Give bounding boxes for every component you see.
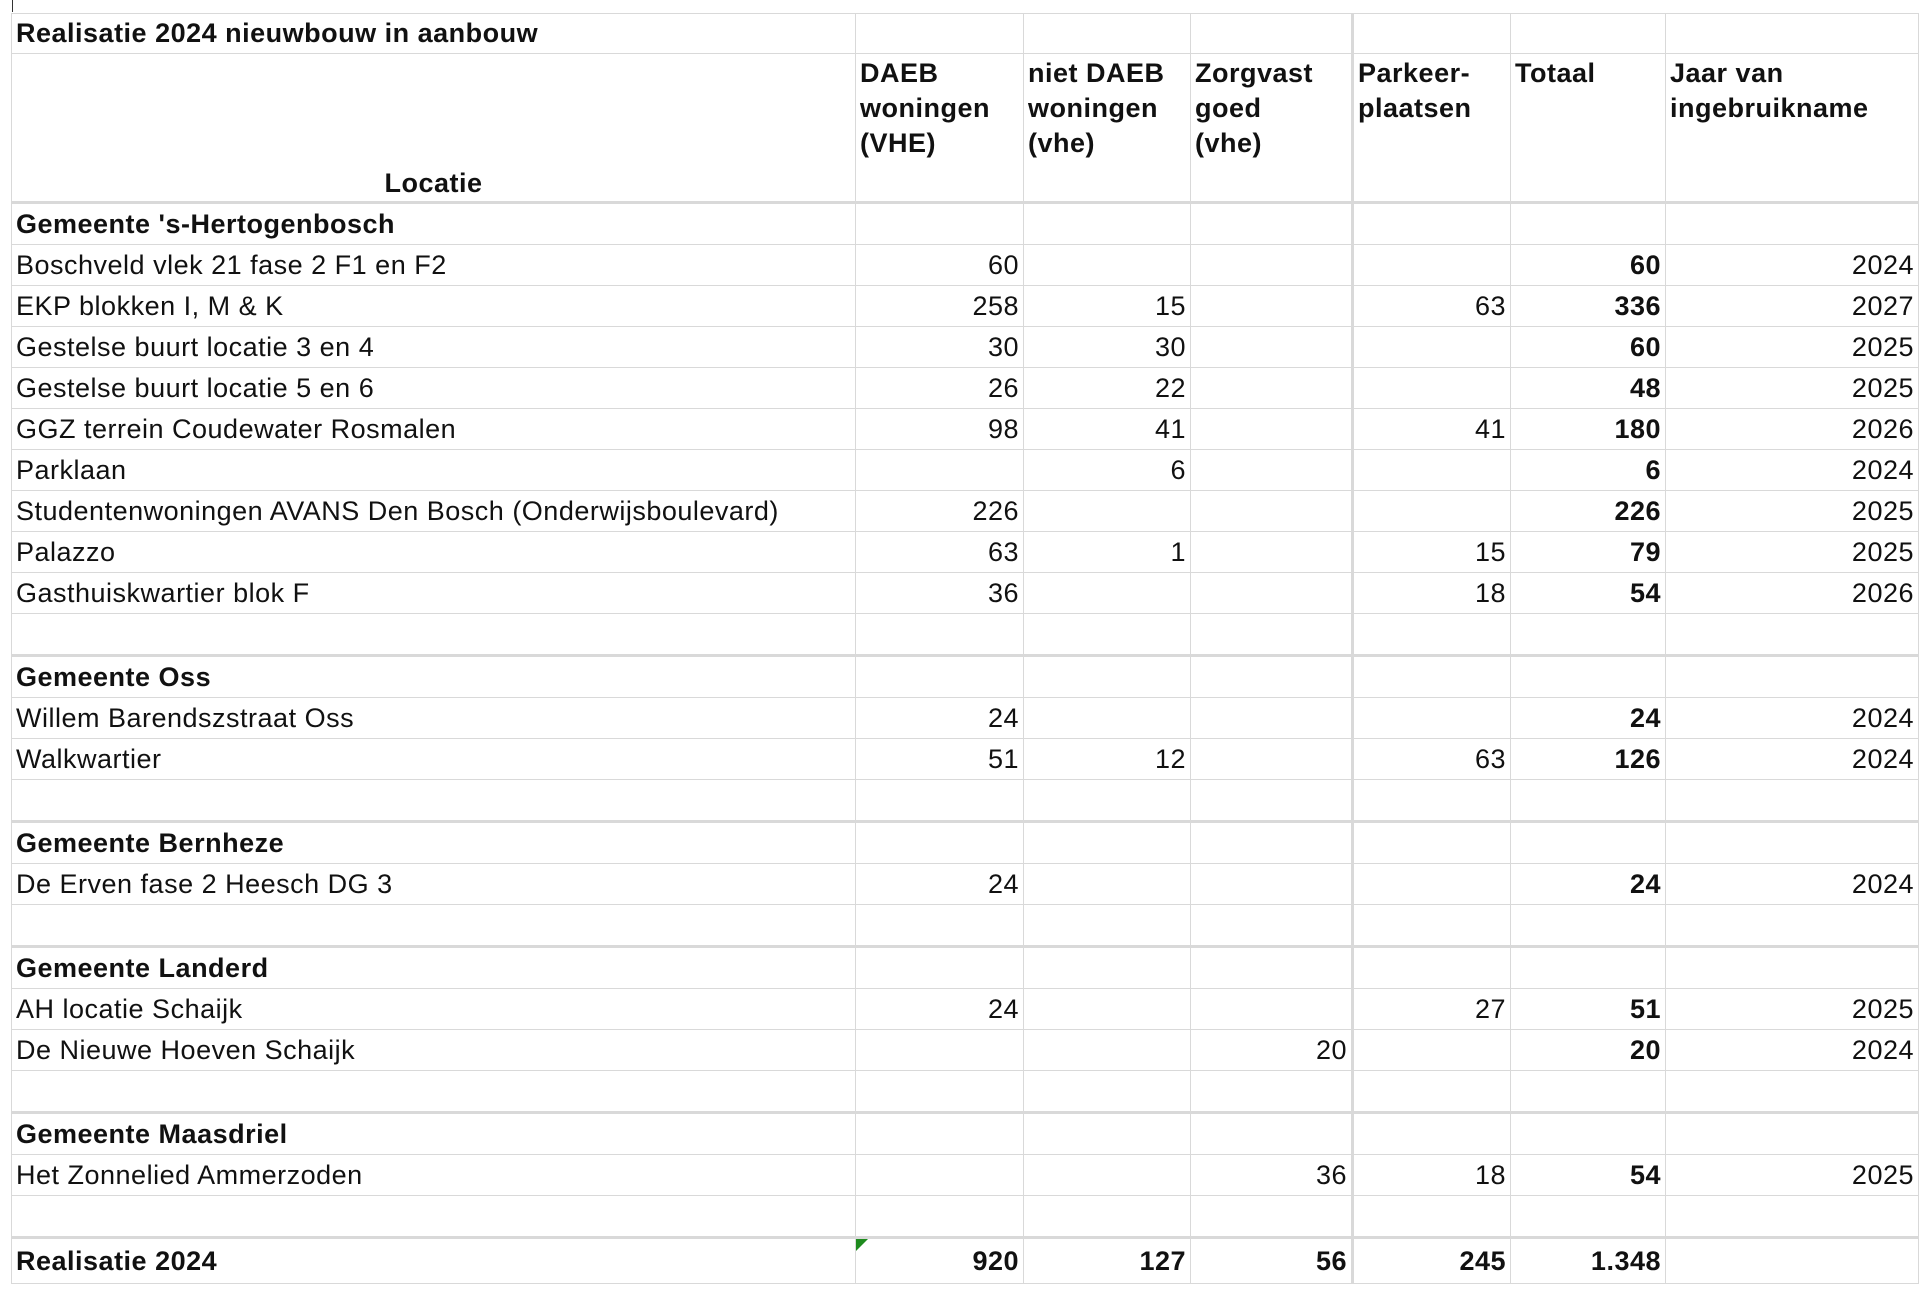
empty-row: [12, 780, 1919, 822]
header-row: [12, 54, 1919, 203]
cell-niet-daeb[interactable]: [1024, 1155, 1191, 1196]
group-header-row: [12, 822, 1919, 864]
cell-totaal[interactable]: 60: [1511, 327, 1666, 368]
cell-niet-daeb[interactable]: [1024, 1030, 1191, 1071]
group-name[interactable]: Gemeente Oss: [12, 656, 856, 698]
cell-niet-daeb[interactable]: [1024, 245, 1191, 286]
cell-jaar[interactable]: 2025: [1666, 989, 1919, 1030]
header-zorgvast[interactable]: Zorgvast goed (vhe): [1191, 54, 1353, 203]
cell-parkeer[interactable]: 18: [1353, 573, 1511, 614]
cell-niet-daeb[interactable]: 22: [1024, 368, 1191, 409]
group-header-row: [12, 1113, 1919, 1155]
empty-cell[interactable]: [1511, 822, 1666, 864]
cell-zorgvast[interactable]: [1191, 491, 1353, 532]
empty-cell[interactable]: [1024, 1071, 1191, 1113]
empty-cell[interactable]: [856, 1196, 1024, 1238]
cell-daeb[interactable]: 226: [856, 491, 1024, 532]
empty-cell[interactable]: [1353, 822, 1511, 864]
cell-totaal[interactable]: 54: [1511, 1155, 1666, 1196]
empty-cell[interactable]: [1353, 1071, 1511, 1113]
empty-cell[interactable]: [1666, 780, 1919, 822]
table-title[interactable]: Realisatie 2024 nieuwbouw in aanbouw: [12, 14, 856, 54]
empty-cell[interactable]: [1024, 656, 1191, 698]
empty-cell[interactable]: [1191, 905, 1353, 947]
empty-cell[interactable]: [12, 1196, 856, 1238]
cell-locatie[interactable]: Gestelse buurt locatie 5 en 6: [12, 368, 856, 409]
table-row: [12, 491, 1919, 532]
total-jaar[interactable]: [1666, 1238, 1919, 1284]
empty-cell[interactable]: [1511, 656, 1666, 698]
table-row: [12, 573, 1919, 614]
cell-locatie[interactable]: Boschveld vlek 21 fase 2 F1 en F2: [12, 245, 856, 286]
cell-zorgvast[interactable]: [1191, 450, 1353, 491]
empty-cell[interactable]: [1666, 905, 1919, 947]
empty-cell[interactable]: [1666, 614, 1919, 656]
cell-niet-daeb[interactable]: [1024, 573, 1191, 614]
header-parkeer[interactable]: Parkeer- plaatsen: [1353, 54, 1511, 203]
empty-cell[interactable]: [1666, 822, 1919, 864]
cell-niet-daeb[interactable]: [1024, 491, 1191, 532]
empty-cell[interactable]: [856, 203, 1024, 245]
table-row: [12, 450, 1919, 491]
cell-locatie[interactable]: Gasthuiskwartier blok F: [12, 573, 856, 614]
cell-zorgvast[interactable]: [1191, 573, 1353, 614]
table-row: [12, 286, 1919, 327]
cell-zorgvast[interactable]: [1191, 698, 1353, 739]
cell-daeb[interactable]: [856, 450, 1024, 491]
cell-parkeer[interactable]: [1353, 450, 1511, 491]
cell-niet-daeb[interactable]: 6: [1024, 450, 1191, 491]
cell-zorgvast[interactable]: [1191, 327, 1353, 368]
cell-cursor: [12, 0, 13, 12]
cell-locatie[interactable]: Parklaan: [12, 450, 856, 491]
empty-cell[interactable]: [1191, 656, 1353, 698]
cell-jaar[interactable]: 2025: [1666, 532, 1919, 573]
empty-cell[interactable]: [1353, 203, 1511, 245]
cell-jaar[interactable]: 2026: [1666, 573, 1919, 614]
cell-niet-daeb[interactable]: 41: [1024, 409, 1191, 450]
empty-cell[interactable]: [1191, 822, 1353, 864]
empty-cell[interactable]: [1666, 1071, 1919, 1113]
table-row: [12, 532, 1919, 573]
cell-parkeer[interactable]: [1353, 698, 1511, 739]
cell-niet-daeb[interactable]: 30: [1024, 327, 1191, 368]
empty-cell[interactable]: [856, 780, 1024, 822]
cell-jaar[interactable]: 2024: [1666, 450, 1919, 491]
empty-cell[interactable]: [1511, 947, 1666, 989]
empty-cell[interactable]: [1353, 614, 1511, 656]
empty-cell[interactable]: [1024, 780, 1191, 822]
cell-parkeer[interactable]: 15: [1353, 532, 1511, 573]
cell-locatie[interactable]: Walkwartier: [12, 739, 856, 780]
cell-totaal[interactable]: 79: [1511, 532, 1666, 573]
cell-daeb[interactable]: 24: [856, 698, 1024, 739]
total-row: [12, 1238, 1919, 1284]
table-row: [12, 368, 1919, 409]
table-row: [12, 409, 1919, 450]
empty-cell[interactable]: [1353, 1113, 1511, 1155]
cell-jaar[interactable]: 2025: [1666, 327, 1919, 368]
cell-locatie[interactable]: Willem Barendszstraat Oss: [12, 698, 856, 739]
empty-cell[interactable]: [1511, 203, 1666, 245]
table-row: [12, 698, 1919, 739]
header-daeb[interactable]: DAEB woningen (VHE): [856, 54, 1024, 203]
empty-cell[interactable]: [1511, 1113, 1666, 1155]
cell-parkeer[interactable]: [1353, 864, 1511, 905]
cell-parkeer[interactable]: [1353, 368, 1511, 409]
cell-locatie[interactable]: GGZ terrein Coudewater Rosmalen: [12, 409, 856, 450]
cell-jaar[interactable]: 2024: [1666, 245, 1919, 286]
cell-zorgvast[interactable]: [1191, 864, 1353, 905]
table-row: [12, 989, 1919, 1030]
empty-cell[interactable]: [1191, 614, 1353, 656]
table-row: [12, 327, 1919, 368]
group-name[interactable]: Gemeente Landerd: [12, 947, 856, 989]
cell-parkeer[interactable]: [1353, 1030, 1511, 1071]
cell-locatie[interactable]: Studentenwoningen AVANS Den Bosch (Onderwijsboulevard): [12, 491, 856, 532]
cell-niet-daeb[interactable]: [1024, 698, 1191, 739]
empty-cell[interactable]: [1191, 780, 1353, 822]
empty-cell[interactable]: [1511, 905, 1666, 947]
total-niet-daeb[interactable]: 127: [1024, 1238, 1191, 1284]
empty-cell[interactable]: [1191, 1113, 1353, 1155]
cell-jaar[interactable]: 2025: [1666, 491, 1919, 532]
cell-zorgvast[interactable]: [1191, 409, 1353, 450]
cell-parkeer[interactable]: [1353, 491, 1511, 532]
cell-totaal[interactable]: 54: [1511, 573, 1666, 614]
total-parkeer[interactable]: 245: [1353, 1238, 1511, 1284]
empty-row: [12, 1196, 1919, 1238]
empty-cell[interactable]: [12, 614, 856, 656]
cell-daeb[interactable]: 258: [856, 286, 1024, 327]
cell-jaar[interactable]: 2025: [1666, 368, 1919, 409]
group-header-row: [12, 656, 1919, 698]
empty-cell[interactable]: [856, 656, 1024, 698]
cell-locatie[interactable]: AH locatie Schaijk: [12, 989, 856, 1030]
empty-cell[interactable]: [1666, 1113, 1919, 1155]
empty-cell[interactable]: [1024, 1196, 1191, 1238]
cell-zorgvast[interactable]: [1191, 368, 1353, 409]
cell-totaal[interactable]: 226: [1511, 491, 1666, 532]
cell-totaal[interactable]: 20: [1511, 1030, 1666, 1071]
empty-cell[interactable]: [856, 614, 1024, 656]
cell-locatie[interactable]: De Nieuwe Hoeven Schaijk: [12, 1030, 856, 1071]
title-row: [12, 14, 1919, 54]
cell-daeb[interactable]: 26: [856, 368, 1024, 409]
empty-cell[interactable]: [12, 905, 856, 947]
group-header-row: [12, 203, 1919, 245]
empty-cell[interactable]: [1353, 780, 1511, 822]
cell-zorgvast[interactable]: [1191, 245, 1353, 286]
cell-totaal[interactable]: 60: [1511, 245, 1666, 286]
header-jaar[interactable]: Jaar van ingebruikname: [1666, 54, 1919, 203]
empty-cell[interactable]: [1191, 203, 1353, 245]
cell-niet-daeb[interactable]: 15: [1024, 286, 1191, 327]
cell-jaar[interactable]: 2024: [1666, 698, 1919, 739]
empty-row: [12, 905, 1919, 947]
cell-zorgvast[interactable]: [1191, 286, 1353, 327]
cell-totaal[interactable]: 126: [1511, 739, 1666, 780]
empty-cell[interactable]: [856, 905, 1024, 947]
cell-daeb[interactable]: 51: [856, 739, 1024, 780]
cell-parkeer[interactable]: 63: [1353, 286, 1511, 327]
group-name[interactable]: Gemeente Maasdriel: [12, 1113, 856, 1155]
realisatie-table: [11, 13, 1919, 1284]
cell-zorgvast[interactable]: [1191, 989, 1353, 1030]
empty-cell[interactable]: [1191, 1196, 1353, 1238]
cell-locatie[interactable]: Het Zonnelied Ammerzoden: [12, 1155, 856, 1196]
empty-cell[interactable]: [856, 1071, 1024, 1113]
cell-daeb[interactable]: 30: [856, 327, 1024, 368]
cell-locatie[interactable]: EKP blokken I, M & K: [12, 286, 856, 327]
cell-jaar[interactable]: 2024: [1666, 739, 1919, 780]
group-header-row: [12, 947, 1919, 989]
cell-daeb[interactable]: 60: [856, 245, 1024, 286]
cell-parkeer[interactable]: [1353, 245, 1511, 286]
total-label[interactable]: Realisatie 2024: [12, 1238, 856, 1284]
empty-cell[interactable]: [1511, 780, 1666, 822]
cell-parkeer[interactable]: [1353, 327, 1511, 368]
cell-zorgvast[interactable]: 36: [1191, 1155, 1353, 1196]
cell-daeb[interactable]: 24: [856, 989, 1024, 1030]
cell-daeb[interactable]: 24: [856, 864, 1024, 905]
cell-locatie[interactable]: Palazzo: [12, 532, 856, 573]
empty-cell[interactable]: [1353, 947, 1511, 989]
cell-niet-daeb[interactable]: [1024, 864, 1191, 905]
empty-cell[interactable]: [856, 1113, 1024, 1155]
cell-daeb[interactable]: [856, 1030, 1024, 1071]
cell-jaar[interactable]: 2025: [1666, 1155, 1919, 1196]
empty-cell[interactable]: [1666, 203, 1919, 245]
cell-zorgvast[interactable]: [1191, 532, 1353, 573]
cell-totaal[interactable]: 48: [1511, 368, 1666, 409]
table-row: [12, 864, 1919, 905]
cell-totaal[interactable]: 24: [1511, 698, 1666, 739]
empty-row: [12, 1071, 1919, 1113]
header-niet-daeb[interactable]: niet DAEB woningen (vhe): [1024, 54, 1191, 203]
empty-cell[interactable]: [1353, 656, 1511, 698]
empty-cell[interactable]: [1191, 1071, 1353, 1113]
empty-cell[interactable]: [1666, 947, 1919, 989]
group-name[interactable]: Gemeente Bernheze: [12, 822, 856, 864]
empty-cell[interactable]: [1353, 1196, 1511, 1238]
table-row: [12, 739, 1919, 780]
cell-zorgvast[interactable]: [1191, 739, 1353, 780]
cell-totaal[interactable]: 6: [1511, 450, 1666, 491]
total-daeb[interactable]: 920: [856, 1238, 1024, 1284]
cell-niet-daeb[interactable]: 1: [1024, 532, 1191, 573]
empty-cell[interactable]: [856, 822, 1024, 864]
empty-cell[interactable]: [856, 947, 1024, 989]
cell-parkeer[interactable]: 27: [1353, 989, 1511, 1030]
cell-locatie[interactable]: De Erven fase 2 Heesch DG 3: [12, 864, 856, 905]
cell-totaal[interactable]: 24: [1511, 864, 1666, 905]
empty-cell[interactable]: [1024, 905, 1191, 947]
cell-totaal[interactable]: 180: [1511, 409, 1666, 450]
cell-parkeer[interactable]: 18: [1353, 1155, 1511, 1196]
cell-daeb[interactable]: 98: [856, 409, 1024, 450]
table-row: [12, 1030, 1919, 1071]
empty-row: [12, 614, 1919, 656]
cell-parkeer[interactable]: 63: [1353, 739, 1511, 780]
cell-totaal[interactable]: 51: [1511, 989, 1666, 1030]
cell-daeb[interactable]: 63: [856, 532, 1024, 573]
empty-cell[interactable]: [1666, 1196, 1919, 1238]
total-zorgvast[interactable]: 56: [1191, 1238, 1353, 1284]
cell-jaar[interactable]: 2027: [1666, 286, 1919, 327]
cell-zorgvast[interactable]: 20: [1191, 1030, 1353, 1071]
cell-daeb[interactable]: [856, 1155, 1024, 1196]
empty-cell[interactable]: [1024, 822, 1191, 864]
empty-cell[interactable]: [1511, 1196, 1666, 1238]
empty-cell[interactable]: [1353, 905, 1511, 947]
total-totaal[interactable]: 1.348: [1511, 1238, 1666, 1284]
group-name[interactable]: Gemeente 's-Hertogenbosch: [12, 203, 856, 245]
header-locatie[interactable]: Locatie: [12, 54, 856, 203]
empty-cell[interactable]: [1024, 203, 1191, 245]
empty-cell[interactable]: [1024, 614, 1191, 656]
empty-cell[interactable]: [1191, 947, 1353, 989]
empty-cell[interactable]: [12, 1071, 856, 1113]
cell-totaal[interactable]: 336: [1511, 286, 1666, 327]
table-row: [12, 245, 1919, 286]
cell-jaar[interactable]: 2024: [1666, 864, 1919, 905]
empty-cell[interactable]: [1511, 1071, 1666, 1113]
cell-daeb[interactable]: 36: [856, 573, 1024, 614]
cell-locatie[interactable]: Gestelse buurt locatie 3 en 4: [12, 327, 856, 368]
cell-niet-daeb[interactable]: [1024, 989, 1191, 1030]
empty-cell[interactable]: [1024, 947, 1191, 989]
cell-jaar[interactable]: 2026: [1666, 409, 1919, 450]
cell-niet-daeb[interactable]: 12: [1024, 739, 1191, 780]
empty-cell[interactable]: [1666, 656, 1919, 698]
empty-cell[interactable]: [1024, 1113, 1191, 1155]
table-row: [12, 1155, 1919, 1196]
header-totaal[interactable]: Totaal: [1511, 54, 1666, 203]
empty-cell[interactable]: [12, 780, 856, 822]
empty-cell[interactable]: [1511, 614, 1666, 656]
cell-parkeer[interactable]: 41: [1353, 409, 1511, 450]
cell-jaar[interactable]: 2024: [1666, 1030, 1919, 1071]
